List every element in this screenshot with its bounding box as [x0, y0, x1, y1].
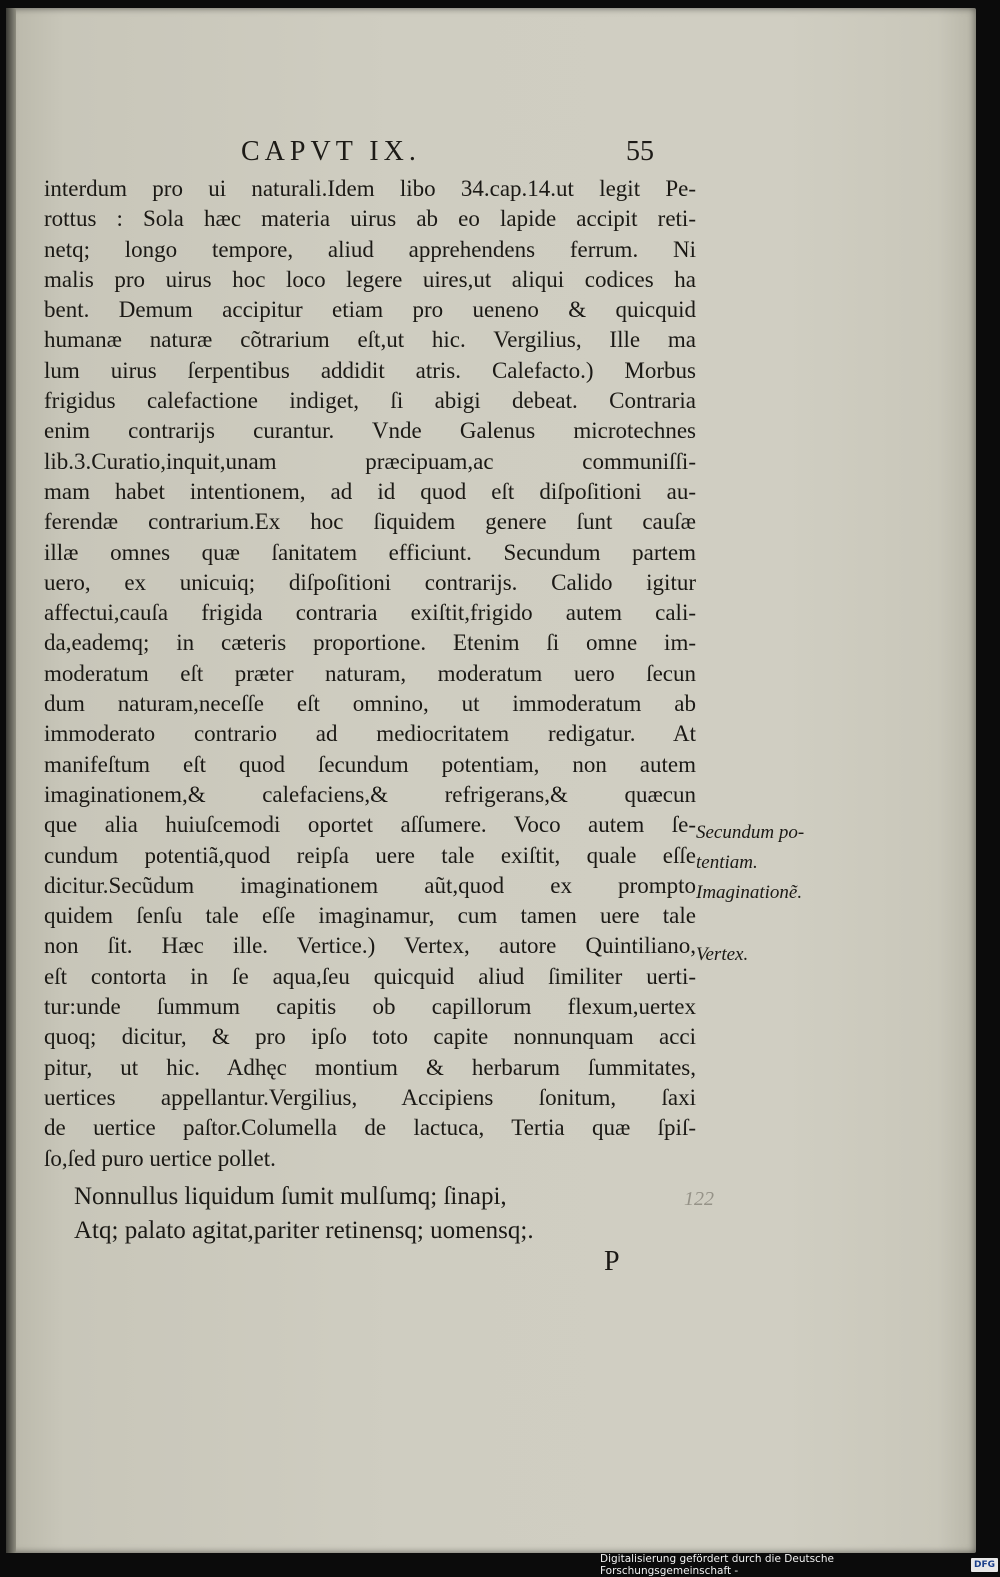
- digitization-footer: [600, 1553, 998, 1577]
- text-line: bent. Demum accipitur etiam pro ueneno & quicquid: [44, 297, 696, 323]
- text-line: tur:unde ſummum capitis ob capillorum flexum,uertex: [44, 994, 696, 1020]
- text-line: frigidus calefactione indiget, ſi abigi debeat. Contraria: [44, 388, 696, 414]
- text-line: illæ omnes quæ ſanitatem efficiunt. Secundum partem: [44, 539, 696, 565]
- text-line: humanæ naturæ cõtrarium eſt,ut hic. Vergilius, Ille ma: [44, 327, 696, 353]
- text-line: ferendæ contrarium.Ex hoc ſiquidem genere ſunt cauſæ: [44, 509, 696, 535]
- text-line: netq; longo tempore, aliud apprehendens ferrum. Ni: [44, 236, 696, 262]
- body-text: [44, 174, 696, 1174]
- book-page: [6, 8, 976, 1553]
- verse-line: Atq; palato agitat,pariter retinensq; uomensq;.: [74, 1217, 534, 1244]
- text-line: dum naturam,neceſſe eſt omnino, ut immoderatum ab: [44, 691, 696, 717]
- text-line: moderatum eſt præter naturam, moderatum uero ſecun: [44, 660, 696, 686]
- marginal-note: Vertex.: [696, 944, 749, 965]
- text-line: dicitur.Secũdum imaginationem aũt,quod ex prompto: [44, 872, 696, 898]
- text-line: rottus : Sola hæc materia uirus ab eo lapide accipit reti-: [44, 206, 696, 232]
- text-line: cundum potentiã,quod reipſa uere tale exiſtit, quale eſſe: [44, 842, 696, 868]
- text-line: manifeſtum eſt quod ſecundum potentiam, non autem: [44, 751, 696, 777]
- verse-line: Nonnullus liquidum ſumit mulſumq; ſinapi,: [74, 1183, 507, 1210]
- text-line: interdum pro ui naturali.Idem libo 34.cap.14.ut legit Pe-: [44, 176, 696, 201]
- text-line: da,eademq; in cæteris proportione. Etenim ſi omne im-: [44, 630, 696, 656]
- text-line: quoq; dicitur, & pro ipſo toto capite nonnunquam acci: [44, 1024, 696, 1050]
- text-line: immoderato contrario ad mediocritatem redigatur. At: [44, 721, 696, 747]
- verse-quotation: [74, 1180, 674, 1248]
- text-line: eſt contorta in ſe aqua,ſeu quicquid aliud ſimiliter uerti-: [44, 963, 696, 989]
- marginal-note: tentiam.: [696, 852, 758, 873]
- text-line: quidem ſenſu tale eſſe imaginamur, cum tamen uere tale: [44, 903, 696, 929]
- marginal-note: Secundum po-: [696, 822, 805, 843]
- page-number: 55: [626, 136, 654, 167]
- text-line: uertices appellantur.Vergilius, Accipiens ſonitum, ſaxi: [44, 1084, 696, 1110]
- text-line: non ſit. Hæc ille. Vertice.) Vertex, autore Quintiliano,: [44, 933, 696, 959]
- text-line: lum uirus ſerpentibus addidit atris. Calefacto.) Morbus: [44, 357, 696, 383]
- text-line: pitur, ut hic. Adhęc montium & herbarum ſummitates,: [44, 1054, 696, 1080]
- text-line: que alia huiuſcemodi oportet aſſumere. Voco autem ſe-: [44, 812, 696, 838]
- dfg-logo-icon: DFG: [971, 1558, 998, 1572]
- text-line: affectui,cauſa frigida contraria exiſtit,frigido autem cali-: [44, 600, 696, 626]
- text-line: de uertice paſtor.Columella de lactuca, Tertia quæ ſpiſ-: [44, 1115, 696, 1141]
- footer-credit: Digitalisierung gefördert durch die Deutsche Forschungsgemeinschaft -: [600, 1553, 834, 1577]
- marginal-note: Imaginationẽ.: [696, 882, 803, 903]
- text-line: malis pro uirus hoc loco legere uires,ut aliqui codices ha: [44, 266, 696, 292]
- pencil-annotation: 122: [684, 1188, 714, 1210]
- text-line: mam habet intentionem, ad id quod eſt diſpoſitioni au-: [44, 478, 696, 504]
- text-line: imaginationem,& calefaciens,& refrigerans,& quæcun: [44, 781, 696, 807]
- running-head: CAPVT IX.: [241, 136, 421, 167]
- page-gutter-shadow: [6, 8, 16, 1553]
- text-line: lib.3.Curatio,inquit,unam præcipuam,ac communiſſi-: [44, 448, 696, 474]
- text-line: uero, ex unicuiq; diſpoſitioni contrarijs. Calido igitur: [44, 569, 696, 595]
- text-line: ſo,ſed puro uertice pollet.: [44, 1145, 276, 1171]
- text-line: enim contrarijs curantur. Vnde Galenus microtechnes: [44, 418, 696, 444]
- signature-mark: P: [604, 1246, 620, 1277]
